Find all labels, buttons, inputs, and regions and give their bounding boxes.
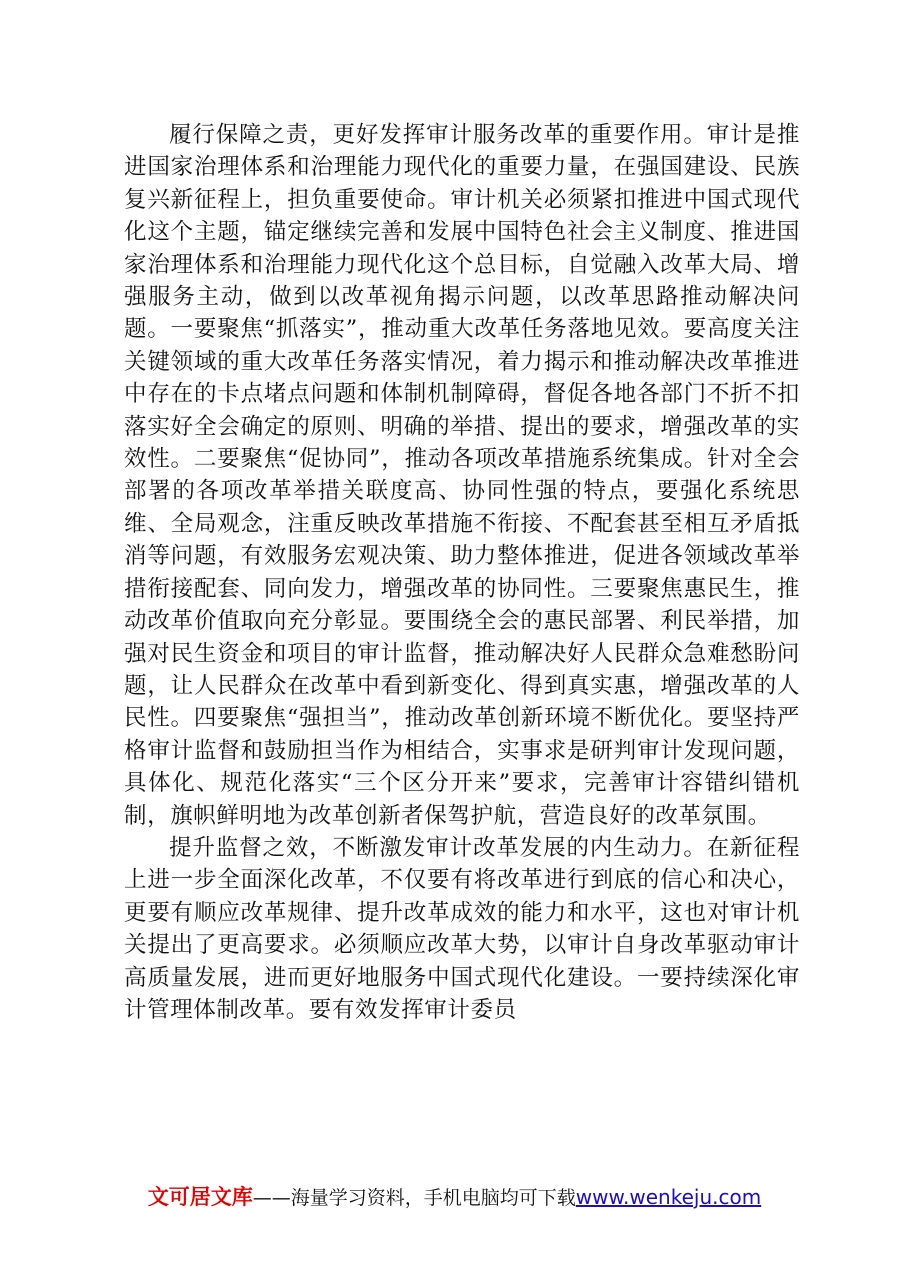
paragraph-1: 履行保障之责，更好发挥审计服务改革的重要作用。审计是推进国家治理体系和治理能力现代化的重要力量，在强国建设、民族复兴新征程上，担负重要使命。审计机关必须紧扣推进中国式现代化这个主题，锚定继续完善和发展中国特色社会主义制度、推进国家治理体系和治理能力现代化这个总目标，自觉融入改革大局、增强服务主动，做到以改革视角揭示问题，以改革思路推动解决问题。一要聚焦“抓落实”，推动重大改革任务落地见效。要高度关注关键领域的重大改革任务落实情况，着力揭示和推动解决改革推进中存在的卡点堵点问题和体制机制障碍，督促各地各部门不折不扣落实好全会确定的原则、明确的举措、提出的要求，增强改革的实效性。二要聚焦“促协同”，推动各项改革措施系统集成。针对全会部署的各项改革举措关联度高、协同性强的特点，要强化系统思维、全局观念，注重反映改革措施不衔接、不配套甚至相互矛盾抵消等问题，有效服务宏观决策、助力整体推进，促进各领域改革举措衔接配套、同向发力，增强改革的协同性。三要聚焦惠民生，推动改革价值取向充分彰显。要围绕全会的惠民部署、利民举措，加强对民生资金和项目的审计监督，推动解决好人民群众急难愁盼问题，让人民群众在改革中看到新变化、得到真实惠，增强改革的人民性。四要聚焦“强担当”，推动改革创新环境不断优化。要坚持严格审计监督和鼓励担当作为相结合，实事求是研判审计发现问题，具体化、规范化落实“三个区分开来”要求，完善审计容错纠错机制，旗帜鲜明地为改革创新者保驾护航，营造良好的改革氛围。 — [124, 122, 800, 829]
paragraph-2: 提升监督之效，不断激发审计改革发展的内生动力。在新征程上进一步全面深化改革，不仅要有将改革进行到底的信心和决心，更要有顺应改革规律、提升改革成效的能力和水平，这也对审计机关提出了更高要求。必须顺应改革大势，以审计自身改革驱动审计高质量发展，进而更好地服务中国式现代化建设。一要持续深化审计管理体制改革。要有效发挥审计委员 — [124, 834, 800, 1023]
footer-brand: 文可居文库 — [147, 1185, 253, 1209]
footer-site-link[interactable]: www.wenkeju.com — [575, 1185, 762, 1209]
footer-banner — [0, 1183, 909, 1212]
document-body — [124, 119, 800, 1026]
footer-slogan: ——海量学习资料，手机电脑均可下载 — [252, 1187, 576, 1209]
